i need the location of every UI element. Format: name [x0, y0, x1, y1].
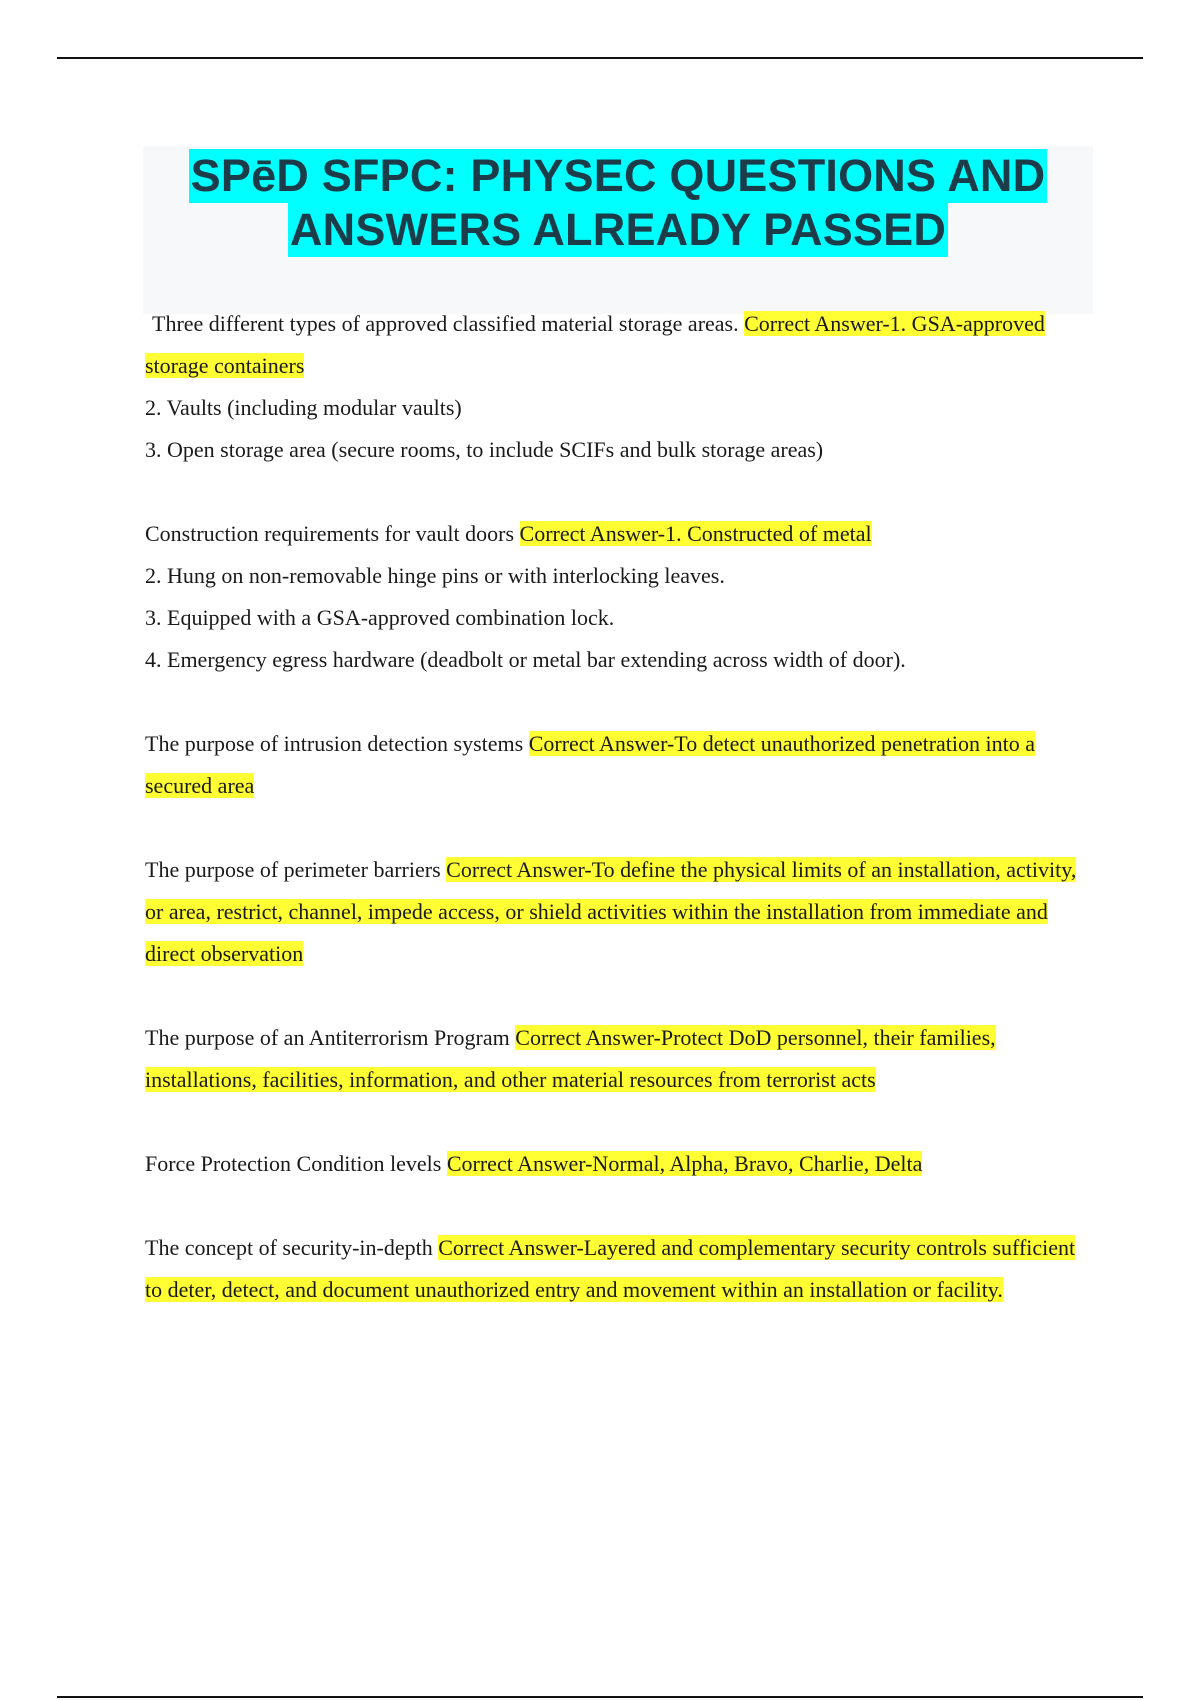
answer-highlight: Correct Answer-1. GSA-approved storage containers [145, 311, 1045, 378]
question-text: The purpose of an Antiterrorism Program [145, 1025, 510, 1050]
qa-list [145, 303, 1090, 1353]
qa-item [145, 303, 1090, 471]
continuation-line: 4. Emergency egress hardware (deadbolt or metal bar extending across width of door). [145, 647, 906, 672]
answer-highlight: Correct Answer-To define the physical limits of an installation, activity, or area, restrict, channel, impede access, or shield activities within the installation from immediate and direct observation [145, 857, 1077, 966]
qa-paragraph [145, 1227, 1090, 1311]
question-text: Three different types of approved classified material storage areas. [152, 311, 739, 336]
answer-highlight: Correct Answer-Layered and complementary security controls sufficient to deter, detect, and document unauthorized entry and movement within an installation or facility. [145, 1235, 1076, 1302]
question-text: The concept of security-in-depth [145, 1235, 433, 1260]
question-text: Force Protection Condition levels [145, 1151, 442, 1176]
answer-highlight: Correct Answer-To detect unauthorized penetration into a secured area [145, 731, 1035, 798]
answer-highlight: Correct Answer-1. Constructed of metal [519, 521, 872, 546]
continuation-line: 3. Open storage area (secure rooms, to include SCIFs and bulk storage areas) [145, 437, 824, 462]
document-title-line-2: ANSWERS ALREADY PASSED [289, 204, 947, 255]
top-rule [57, 57, 1143, 59]
qa-paragraph [145, 1017, 1090, 1101]
qa-paragraph [145, 513, 1090, 555]
qa-paragraph [145, 723, 1090, 807]
qa-item [145, 1017, 1090, 1101]
answer-highlight: Correct Answer-Protect DoD personnel, their families, installations, facilities, information, and other material resources from terrorist acts [145, 1025, 996, 1092]
qa-item [145, 723, 1090, 807]
document-title-line-1: SPēD SFPC: PHYSEC QUESTIONS AND [190, 150, 1046, 201]
continuation-line: 3. Equipped with a GSA-approved combination lock. [145, 605, 615, 630]
title-block [143, 146, 1093, 314]
continuation-line: 2. Hung on non-removable hinge pins or with interlocking leaves. [145, 563, 725, 588]
bottom-rule [57, 1696, 1143, 1698]
qa-paragraph [145, 303, 1090, 387]
qa-item [145, 1143, 1090, 1185]
qa-paragraph [145, 849, 1090, 975]
continuation-line: 2. Vaults (including modular vaults) [145, 395, 462, 420]
question-text: The purpose of perimeter barriers [145, 857, 441, 882]
qa-item [145, 1227, 1090, 1311]
question-text: The purpose of intrusion detection systems [145, 731, 524, 756]
qa-paragraph [145, 1143, 1090, 1185]
question-text: Construction requirements for vault doors [145, 521, 515, 546]
answer-highlight: Correct Answer-Normal, Alpha, Bravo, Charlie, Delta [446, 1151, 923, 1176]
qa-item [145, 513, 1090, 681]
qa-item [145, 849, 1090, 975]
